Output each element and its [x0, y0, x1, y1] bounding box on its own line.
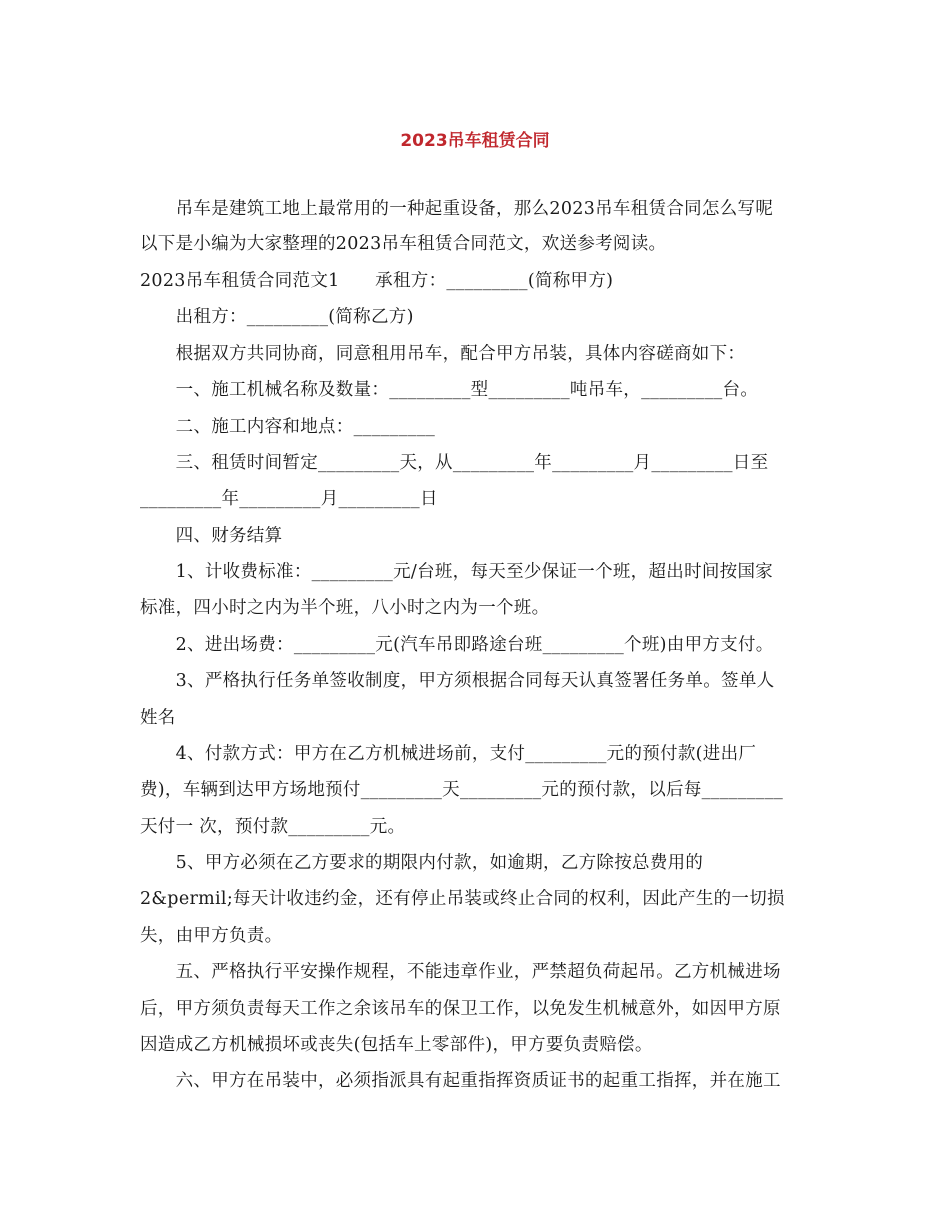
text-line: 标准，四小时之内为半个班，八小时之内为一个班。 — [140, 598, 550, 618]
text-line: 费)，车辆到达甲方场地预付_________天_________元的预付款，以后每_________ — [140, 780, 784, 800]
text-line: 因造成乙方机械损坏或丧失(包括车上零部件)，甲方要负责赔偿。 — [140, 1035, 653, 1055]
text-line: 4、付款方式：甲方在乙方机械进场前，支付_________元的预付款(进出厂 — [140, 744, 757, 764]
text-line: 以下是小编为大家整理的2023吊车租赁合同范文，欢送参考阅读。 — [140, 234, 667, 254]
text-line: 天付一 次，预付款_________元。 — [140, 817, 406, 837]
text-line: 5、甲方必须在乙方要求的期限内付款，如逾期，乙方除按总费用的 — [140, 853, 704, 873]
text-line: 五、严格执行平安操作规程，不能违章作业，严禁超负荷起吊。乙方机械进场 — [140, 962, 781, 982]
text-line: _________年_________月_________日 — [140, 489, 438, 509]
text-line: 1、计收费标准：_________元/台班，每天至少保证一个班，超出时间按国家 — [140, 562, 774, 582]
text-line: 六、甲方在吊装中，必须指派具有起重指挥资质证书的起重工指挥，并在施工 — [140, 1071, 781, 1091]
text-line: 吊车是建筑工地上最常用的一种起重设备，那么2023吊车租赁合同怎么写呢 — [140, 199, 774, 219]
text-line: 2023吊车租赁合同范文1 承租方：_________(简称甲方) — [140, 271, 614, 291]
text-line: 一、施工机械名称及数量：_________型_________吨吊车，_________台。 — [140, 380, 759, 400]
text-line: 二、施工内容和地点：_________ — [140, 417, 436, 437]
text-line: 出租方：_________(简称乙方) — [140, 307, 414, 327]
text-line: 3、严格执行任务单签收制度，甲方须根据合同每天认真签署任务单。签单人 — [140, 671, 775, 691]
text-line: 2&permil;每天计收违约金，还有停止吊装或终止合同的权利，因此产生的一切损 — [140, 889, 785, 909]
text-line: 后，甲方须负责每天工作之余该吊车的保卫工作，以免发生机械意外，如因甲方原 — [140, 999, 781, 1019]
text-line: 失，由甲方负责。 — [140, 926, 283, 946]
text-line: 四、财务结算 — [140, 526, 283, 546]
text-line: 三、租赁时间暂定_________天，从_________年_________月_________日至 — [140, 453, 769, 473]
document-title: 2023吊车租赁合同 — [400, 131, 550, 151]
text-line: 姓名 — [140, 708, 176, 728]
text-line: 根据双方共同协商，同意租用吊车，配合甲方吊装，具体内容磋商如下： — [140, 344, 746, 364]
text-line: 2、进出场费：_________元(汽车吊即路途台班_________个班)由甲方支付。 — [140, 635, 774, 655]
